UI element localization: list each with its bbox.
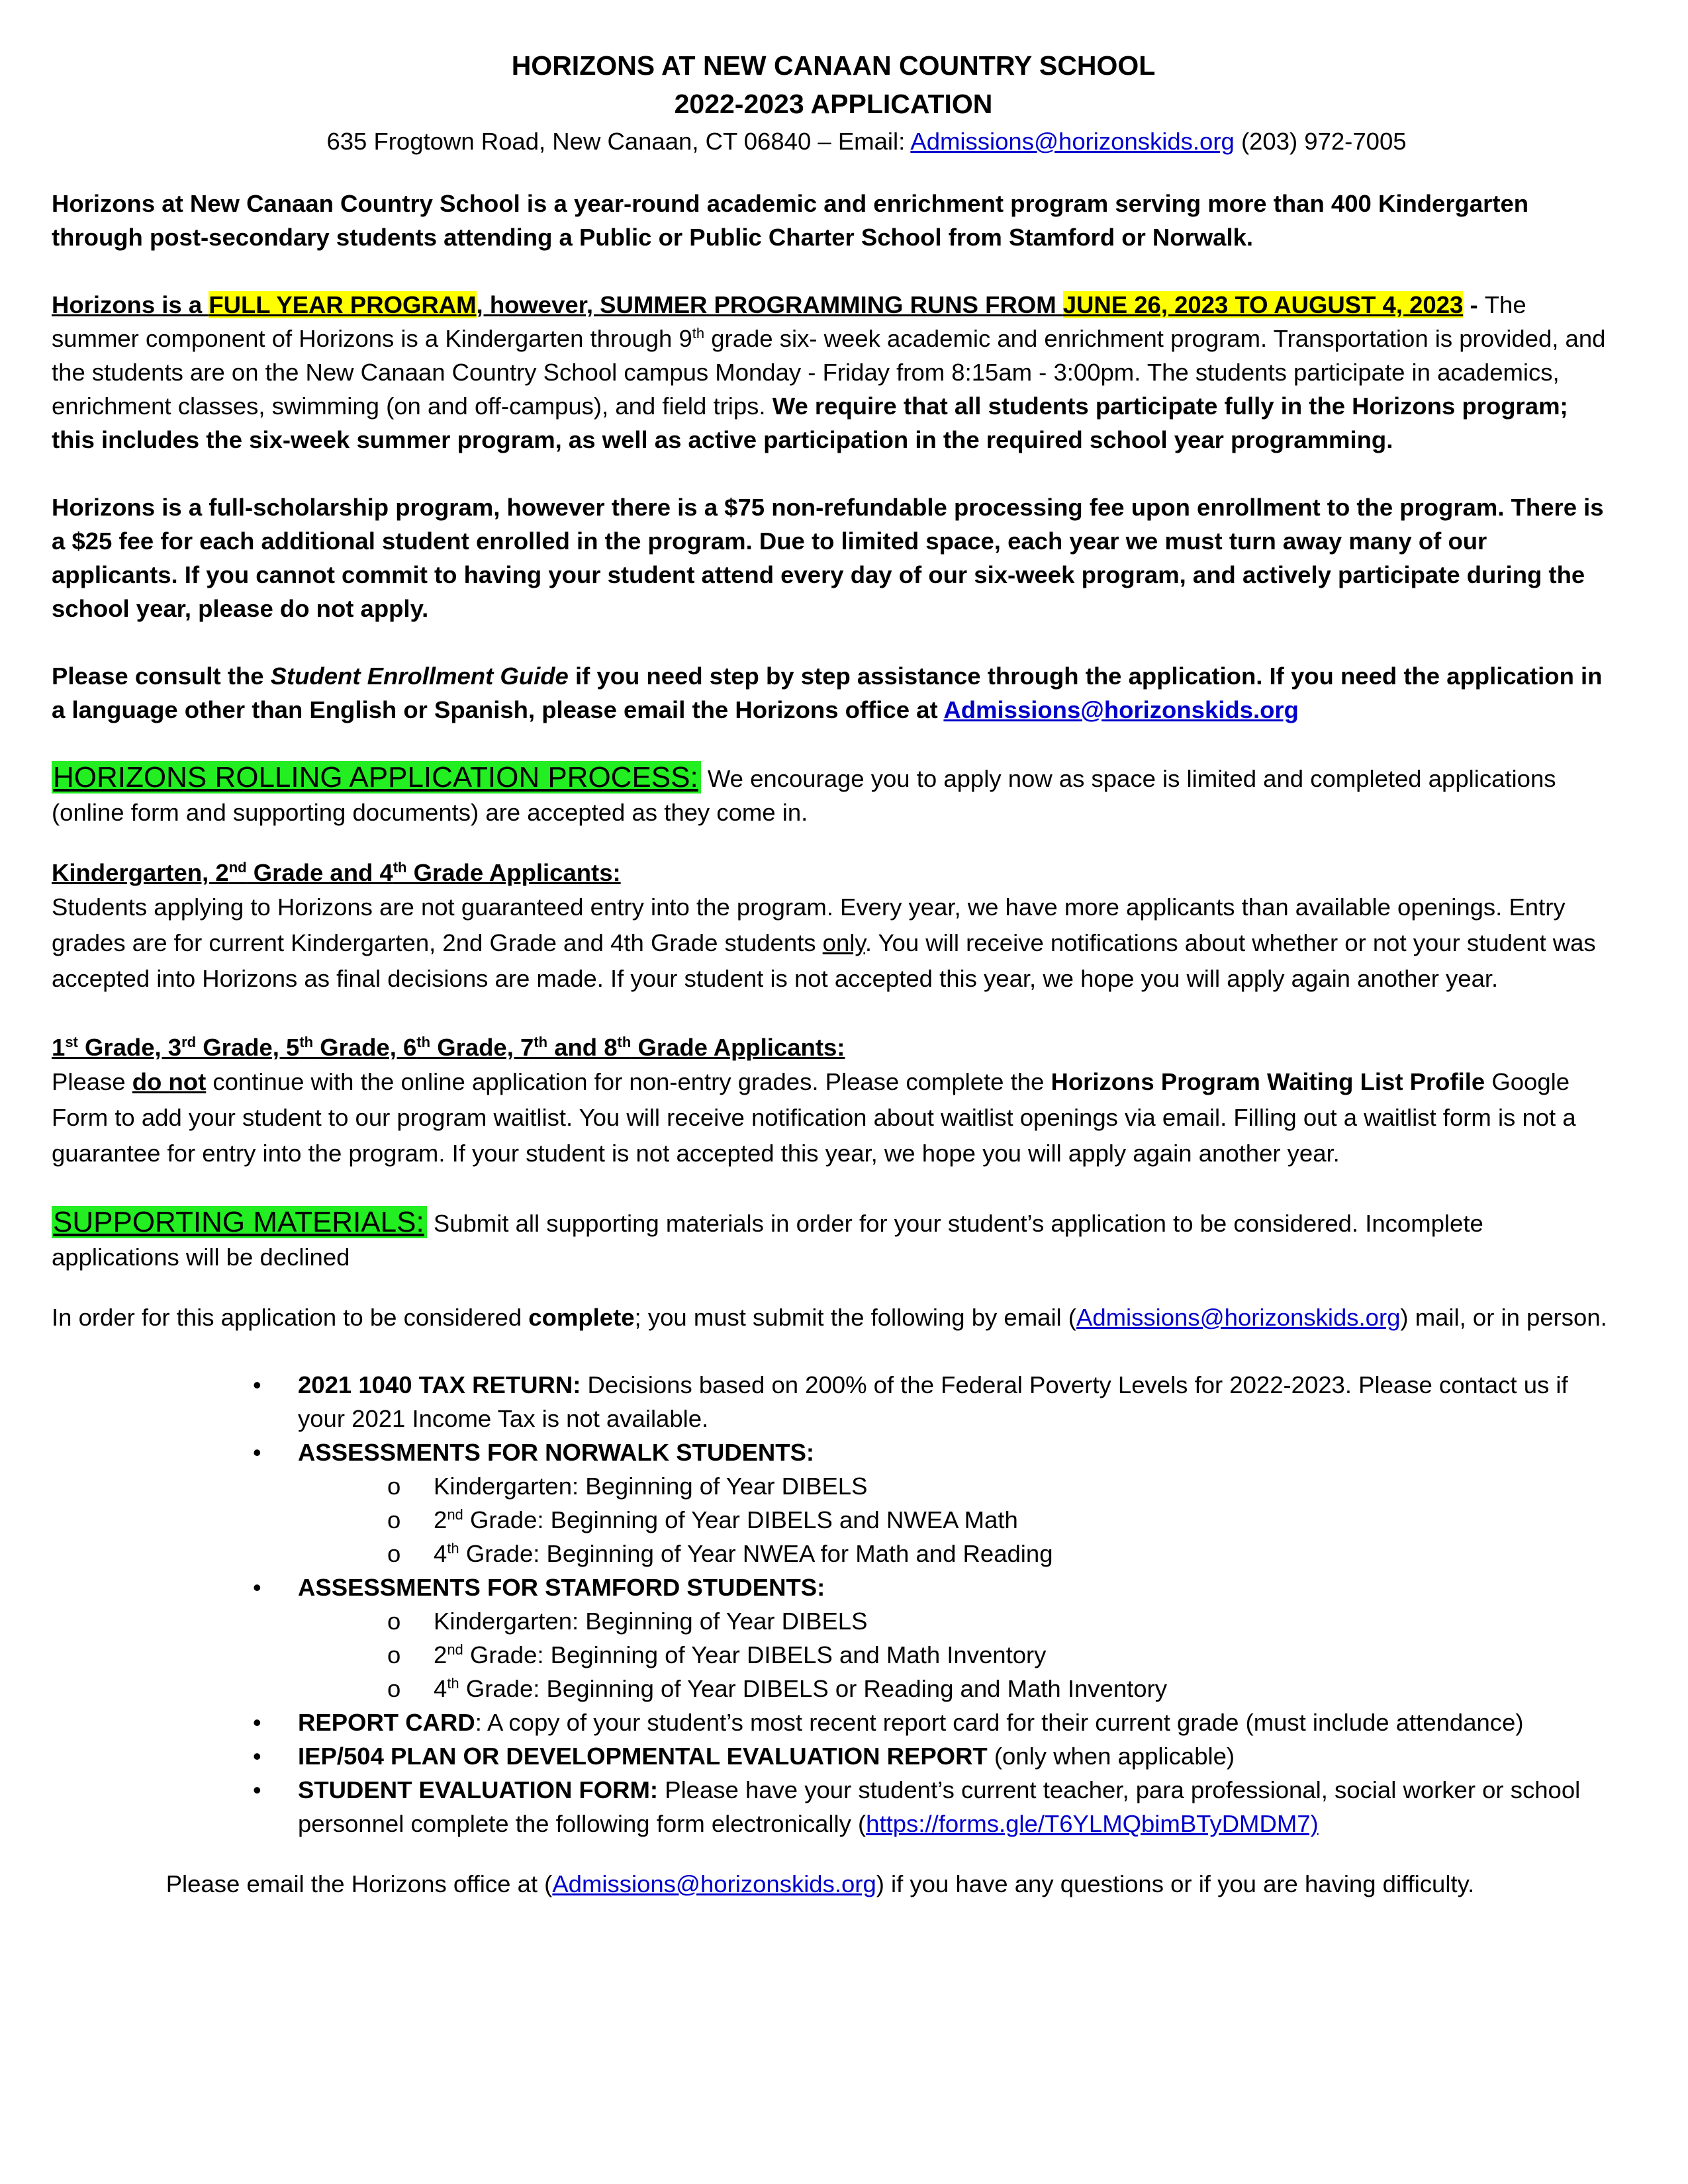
program-lead-3: - (1463, 291, 1485, 318)
ne-b2: continue with the online application for non-entry grades. Please complete the (206, 1068, 1051, 1095)
address-text: 635 Frogtown Road, New Canaan, CT 06840 – Email: (326, 128, 911, 155)
title-line-2: 2022-2023 APPLICATION (674, 89, 993, 119)
rolling-heading: HORIZONS ROLLING APPLICATION PROCESS: (52, 761, 701, 794)
ne-s3: th (299, 1033, 314, 1050)
stamford-2-a: 2 (434, 1641, 447, 1668)
ne-b1: Please (52, 1068, 132, 1095)
tax-text: Decisions based on 200% of the Federal Poverty Levels for 2022-2023. Please contact us if your 2021 Income Tax is not available. (298, 1371, 1568, 1432)
circle-bullet-icon: o (387, 1473, 401, 1500)
norwalk-label: ASSESSMENTS FOR NORWALK STUDENTS: (298, 1439, 815, 1466)
circle-bullet-icon: o (387, 1608, 401, 1635)
list-item (253, 1435, 1615, 1570)
program-lead-2: , however, SUMMER PROGRAMMING RUNS FROM (476, 291, 1063, 318)
entry-grades-paragraph (52, 889, 1615, 997)
program-sup: th (692, 324, 705, 341)
eval-label: STUDENT EVALUATION FORM: (298, 1776, 659, 1803)
footer-line (25, 1867, 1615, 1901)
stamford-2-b: Grade: Beginning of Year DIBELS and Math Inventory (463, 1641, 1047, 1668)
complete-p3: ) mail, or in person. (1400, 1304, 1607, 1331)
stamford-k: Kindergarten: Beginning of Year DIBELS (434, 1608, 868, 1635)
circle-bullet-icon: o (387, 1641, 401, 1668)
entry-heading-a: Kindergarten, 2 (52, 859, 229, 886)
ne-h6: and 8 (547, 1034, 618, 1061)
header-email-link[interactable]: Admissions@horizonskids.org (910, 128, 1235, 155)
entry-heading-sup-2: th (393, 858, 407, 876)
circle-bullet-icon: o (387, 1675, 401, 1702)
enrollment-guide-title: Student Enrollment Guide (270, 662, 569, 690)
supporting-heading: SUPPORTING MATERIALS: (52, 1206, 427, 1238)
bullet-icon: • (253, 1709, 261, 1736)
address-line (118, 123, 1615, 160)
entry-body-2: . You will receive notifications about whether or not your student was accepted into Horizons as final decisions are made. If your student is not accepted this year, we hope you will apply again another year. (52, 929, 1596, 992)
program-requirement: We require that all students participate fully in the Horizons program; this includes the six-week summer program, as well as active participation in the required school year programming. (52, 392, 1568, 453)
entry-body-1: Students applying to Horizons are not guaranteed entry into the program. Every year, we have more applicants than available openings. Entry grades are for current Kindergarten, 2nd Grade and 4th Grade students (52, 893, 1566, 956)
norwalk-2-a: 2 (434, 1506, 447, 1533)
list-item (253, 1368, 1615, 1435)
footer-email-link[interactable]: Admissions@horizonskids.org (552, 1870, 876, 1897)
materials-checklist (52, 1368, 1615, 1841)
waiting-list-form-name: Horizons Program Waiting List Profile (1051, 1068, 1485, 1095)
ne-h2: Grade, 3 (77, 1034, 182, 1061)
ne-h7: Grade Applicants: (631, 1034, 845, 1061)
bullet-icon: • (253, 1371, 261, 1398)
intro-paragraph: Horizons at New Canaan Country School is a year-round academic and enrichment program serving more than 400 Kindergarten through post-secondary students attending a Public or Public Charter School from Stamford or Norwalk. (52, 190, 1529, 251)
rolling-text: We encourage you to apply now as space is limited and completed applications (online form and supporting documents) are accepted as they come in. (52, 765, 1556, 826)
iep-label: IEP/504 PLAN OR DEVELOPMENTAL EVALUATION REPORT (298, 1743, 988, 1770)
circle-bullet-icon: o (387, 1506, 401, 1533)
stamford-4-b: Grade: Beginning of Year DIBELS or Reading and Math Inventory (459, 1675, 1167, 1702)
bullet-icon: • (253, 1439, 261, 1466)
norwalk-2-b: Grade: Beginning of Year DIBELS and NWEA Math (463, 1506, 1018, 1533)
consult-paragraph (52, 659, 1615, 727)
entry-grades-heading (52, 856, 1615, 889)
complete-p2: ; you must submit the following by email ( (634, 1304, 1076, 1331)
ne-b3: Google Form to add your student to our program waitlist. You will receive notification about waitlist openings via email. Filling out a waitlist form is not a guarantee for entry into the program. If your student is not accepted this year, we hope you will apply again another year. (52, 1068, 1576, 1167)
norwalk-k: Kindergarten: Beginning of Year DIBELS (434, 1473, 868, 1500)
title-line-1: HORIZONS AT NEW CANAAN COUNTRY SCHOOL (511, 50, 1156, 81)
stamford-4-a: 4 (434, 1675, 447, 1702)
list-item (387, 1672, 1615, 1706)
consult-email-link[interactable]: Admissions@horizonskids.org (943, 696, 1299, 723)
bullet-icon: • (253, 1743, 261, 1770)
phone-text: (203) 972-7005 (1234, 128, 1407, 155)
footer-p2: ) if you have any questions or if you are having difficulty. (876, 1870, 1475, 1897)
norwalk-4-b: Grade: Beginning of Year NWEA for Math and Reading (459, 1540, 1053, 1567)
ne-h1: 1 (52, 1034, 66, 1061)
complete-email-link[interactable]: Admissions@horizonskids.org (1076, 1304, 1401, 1331)
ne-h4: Grade, 6 (313, 1034, 417, 1061)
entry-heading-sup-1: nd (228, 858, 247, 876)
tax-label: 2021 1040 TAX RETURN: (298, 1371, 581, 1398)
ne-s5: th (534, 1033, 548, 1050)
stamford-label: ASSESSMENTS FOR STAMFORD STUDENTS: (298, 1574, 825, 1601)
rolling-paragraph (52, 760, 1615, 829)
ne-h5: Grade, 7 (430, 1034, 534, 1061)
ne-h3: Grade, 5 (196, 1034, 300, 1061)
list-item (387, 1537, 1615, 1570)
ne-s6: th (617, 1033, 632, 1050)
circle-bullet-icon: o (387, 1540, 401, 1567)
norwalk-4-a: 4 (434, 1540, 447, 1567)
nonentry-grades-paragraph (52, 1064, 1615, 1171)
ne-s1: st (65, 1033, 78, 1050)
bullet-icon: • (253, 1776, 261, 1803)
stamford-2-sup: nd (447, 1641, 463, 1658)
entry-heading-c: Grade Applicants: (406, 859, 621, 886)
list-item (387, 1469, 1615, 1503)
full-year-highlight: FULL YEAR PROGRAM (209, 291, 477, 318)
summer-dates-highlight: JUNE 26, 2023 TO AUGUST 4, 2023 (1062, 291, 1464, 318)
list-item (253, 1773, 1615, 1841)
report-label: REPORT CARD (298, 1709, 475, 1736)
complete-p1: In order for this application to be considered (52, 1304, 529, 1331)
program-paragraph (52, 288, 1615, 457)
scholarship-paragraph: Horizons is a full-scholarship program, however there is a $75 non-refundable processing fee upon enrollment to the program. There is a $25 fee for each additional student enrolled in the program. Due to limited space, each year we must turn away many of our applicants. If you cannot commit to having your student attend every day of our six-week program, and actively participate during the school year, please do not apply. (52, 494, 1604, 622)
footer-p1: Please email the Horizons office at ( (165, 1870, 553, 1897)
list-item (387, 1503, 1615, 1537)
complete-paragraph (52, 1300, 1615, 1334)
evaluation-form-link[interactable]: https://forms.gle/T6YLMQbimBTyDMDM7) (866, 1810, 1319, 1837)
consult-part-1: Please consult the (52, 662, 271, 690)
ne-s2: rd (181, 1033, 197, 1050)
ne-do-not: do not (132, 1068, 207, 1095)
program-lead-1: Horizons is a (52, 291, 209, 318)
stamford-4-sup: th (447, 1674, 459, 1692)
document-header (52, 46, 1615, 160)
list-item (387, 1638, 1615, 1672)
norwalk-2-sup: nd (447, 1506, 463, 1523)
nonentry-grades-heading (52, 1030, 1615, 1064)
program-body-2: grade six- week academic and enrichment program. Transportation is provided, and the students are on the New Canaan Country School campus Monday - Friday from 8:15am - 3:00pm. The students participate in academics, enrichment classes, swimming (on and off-campus), and field trips. (52, 325, 1606, 420)
bullet-icon: • (253, 1574, 261, 1601)
supporting-text: Submit all supporting materials in order for your student’s application to be considered. Incomplete applications will be declined (52, 1210, 1483, 1271)
list-item (253, 1706, 1615, 1739)
stamford-sublist (298, 1604, 1615, 1706)
list-item (253, 1739, 1615, 1773)
supporting-paragraph (52, 1205, 1615, 1274)
entry-heading-b: Grade and 4 (246, 859, 393, 886)
complete-bold: complete (528, 1304, 635, 1331)
list-item (387, 1604, 1615, 1638)
iep-text: (only when applicable) (987, 1743, 1235, 1770)
norwalk-sublist (298, 1469, 1615, 1570)
ne-s4: th (416, 1033, 431, 1050)
list-item (253, 1570, 1615, 1706)
consult-part-2: if you need step by step assistance through the application. If you need the application in a language other than English or Spanish, please email the Horizons office at (52, 662, 1603, 723)
norwalk-4-sup: th (447, 1539, 459, 1557)
report-text: : A copy of your student’s most recent report card for their current grade (must include attendance) (475, 1709, 1524, 1736)
eval-text: Please have your student’s current teacher, para professional, social worker or school personnel complete the following form electronically ( (298, 1776, 1581, 1837)
entry-only: only (822, 929, 865, 956)
program-body-1: The summer component of Horizons is a Kindergarten through 9 (52, 291, 1526, 352)
